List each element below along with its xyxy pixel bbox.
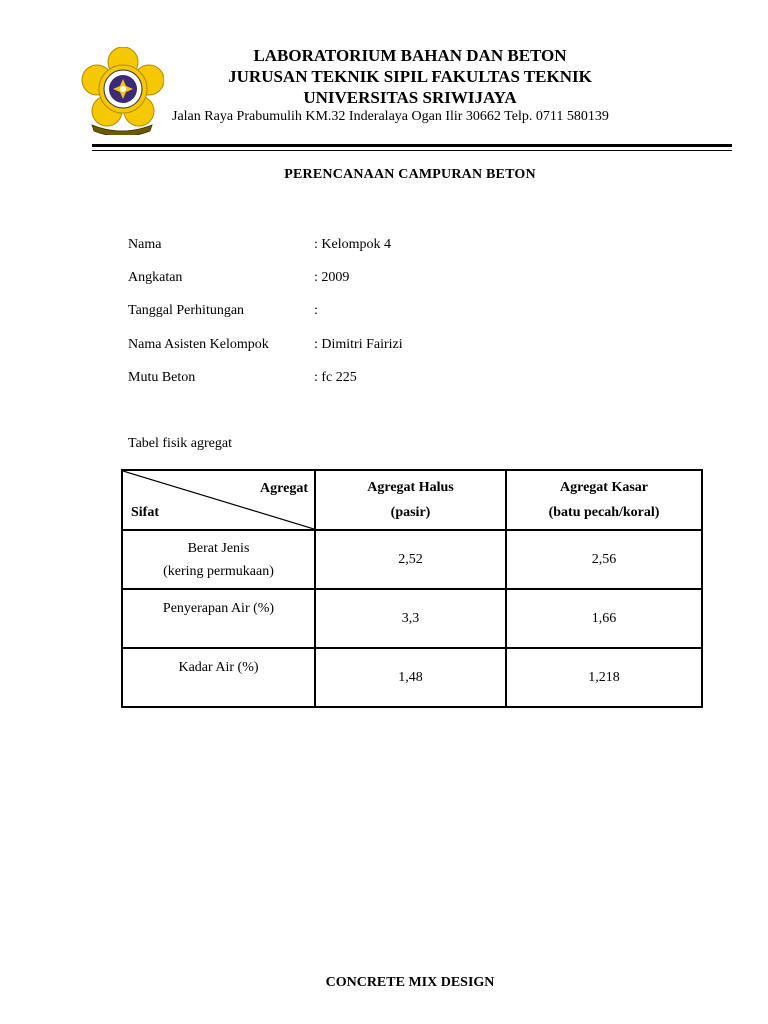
- document-title: PERENCANAAN CAMPURAN BETON: [284, 167, 536, 182]
- cell-halus: 3,3: [315, 589, 506, 648]
- cell-halus: 1,48: [315, 648, 506, 707]
- column-header-line: Agregat Halus: [367, 480, 454, 495]
- info-value: : Dimitri Fairizi: [314, 337, 403, 352]
- info-value: : fc 225: [314, 370, 357, 385]
- column-header-halus: [315, 470, 506, 530]
- department-name: JURUSAN TEKNIK SIPIL FAKULTAS TEKNIK: [228, 67, 592, 86]
- row-label-kadar-air: [122, 648, 315, 707]
- row-label-line: Penyerapan Air (%): [162, 601, 275, 616]
- address: Jalan Raya Prabumulih KM.32 Inderalaya Ogan Ilir 30662 Telp. 0711 580139: [172, 109, 609, 124]
- table-caption: Tabel fisik agregat: [128, 436, 232, 451]
- header-divider-thick: [92, 144, 732, 147]
- info-label: Nama: [128, 237, 162, 252]
- row-label-line: Kadar Air (%): [178, 660, 259, 675]
- info-row-tanggal: [128, 303, 528, 323]
- info-value: : 2009: [314, 270, 350, 285]
- table-header-row: [122, 470, 702, 530]
- row-label-penyerapan: [122, 589, 315, 648]
- column-header-line: (pasir): [390, 505, 431, 520]
- info-value: :: [314, 303, 318, 318]
- info-row-nama: [128, 237, 528, 257]
- info-value: : Kelompok 4: [314, 237, 391, 252]
- table-row: [122, 530, 702, 589]
- column-header-line: (batu pecah/koral): [548, 505, 660, 520]
- table-row: [122, 648, 702, 707]
- row-label-berat-jenis: [122, 530, 315, 589]
- info-label: Angkatan: [128, 270, 183, 285]
- info-label: Mutu Beton: [128, 370, 196, 385]
- info-row-angkatan: [128, 270, 528, 290]
- row-label-line: Berat Jenis: [187, 540, 250, 556]
- info-label: Nama Asisten Kelompok: [128, 337, 269, 352]
- aggregate-table: [121, 469, 703, 708]
- cell-halus: 2,52: [315, 530, 506, 589]
- cell-kasar: 2,56: [506, 530, 702, 589]
- column-header-line: Agregat Kasar: [560, 480, 648, 495]
- info-row-mutu: [128, 370, 528, 390]
- info-row-asisten: [128, 337, 528, 357]
- university-seal-icon: [80, 47, 164, 135]
- header-divider-thin: [92, 150, 732, 151]
- corner-label-agregat: Agregat: [260, 481, 308, 496]
- footer-title: CONCRETE MIX DESIGN: [325, 975, 495, 990]
- info-label: Tanggal Perhitungan: [128, 303, 245, 318]
- university-name: UNIVERSITAS SRIWIJAYA: [303, 88, 517, 107]
- lab-name: LABORATORIUM BAHAN DAN BETON: [253, 46, 567, 65]
- table-row: [122, 589, 702, 648]
- column-header-kasar: [506, 470, 702, 530]
- row-label-line: (kering permukaan): [163, 563, 274, 579]
- cell-kasar: 1,66: [506, 589, 702, 648]
- corner-label-sifat: Sifat: [131, 505, 159, 520]
- table-corner-cell: [122, 470, 315, 530]
- cell-kasar: 1,218: [506, 648, 702, 707]
